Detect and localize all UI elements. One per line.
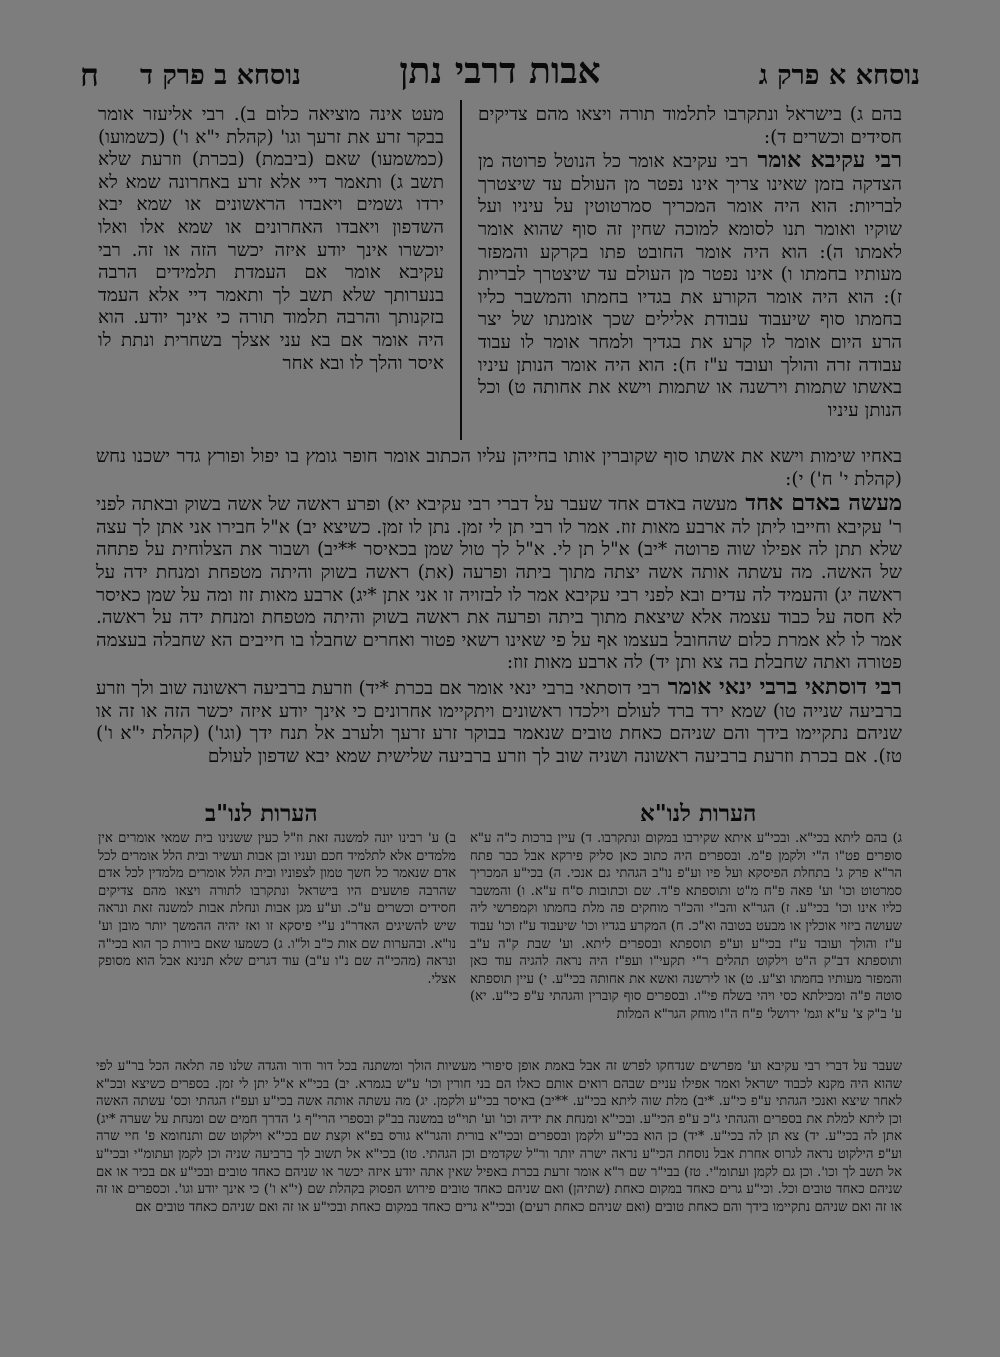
version-a-paragraph: בהם ג) בישראל ונתקרבו לתלמוד תורה ויצאו מהם צדיקים חסידים וכשרים ד): <box>478 104 902 148</box>
notes-b-title: הערות לנו"ב <box>205 800 318 827</box>
notes-b-text: ב) ע' רבינו יונה למשנה זאת וז"ל כעין ששנינו בית שמאי אומרים אין מלמדים אלא לתלמיד חכם ועניו ובן אבות ועשיר ובית הלל אומרים לכל אדם שנאמר כל חשך טמון לצפוניו ובית הלל אומרים מלמדין לכל אדם שהרבה פושעים היו בישראל ונתקרבו לתורה ויצאו מהם צדיקים חסידים וכשרים ע"כ. וע"ע מגן אבות ונחלת אבות למשנה זאת ונראה שיש להשיגים האדר"נ ע"י פיסקא זו ואז יהיה ההמשך יותר מובן וע' נו"א. ובהערות שם אות כ"ב ול"ו. ג) כשמעו שאם ביורת כך הוא בכי"ה ונראה (מהכי"ה שם נ"ו ע"ב) עוד דגרים שלא תנינא אבל הוא מסופק אצלי. <box>98 831 456 987</box>
version-a-column <box>478 104 902 422</box>
version-b-paragraph: מעט אינה מוציאה כלום ב). רבי אליעזר אומר בבקר זרע את זרעך וגו' (קהלת י"א ו') (כשמועו) (כמשמעו) שאם (ביבמת) (בכרת) וזרעת שלא תשב ג) ותאמר דיי אלא זרע באחרונה שמא לא ירדו גשמים ויאבדו הראשונים או שמא יבא השדפון ויאבדו האחרונים או שמא אלו ואלו יוכשרו אינך יודע איזה יכשר הזה או זה. רבי עקיבא אומר אם העמדת תלמידים הרבה בנערותך שלא תשב לך ותאמר דיי אלא העמד בזקנותך והרבה תלמוד תורה כי אינך יודע. הוא היה אומר אם בא עני אצלך בשחרית ונתת לו איסר והלך לו ובא אחר <box>98 104 444 374</box>
column-divider <box>460 100 462 440</box>
version-a-paragraph: רבי עקיבא אומר רבי עקיבא אומר כל הנוטל פרוטה מן הצדקה בזמן שאינו צריך אינו נפטר מן העולם עד שיצטרך לבריות: הוא היה אומר המכריך סמרטוטין על עיניו ועל שוקיו ואומר תנו לסומא למוכה שחין זה סוף שהוא אומר לאמתו ה): הוא היה אומר החובט פתו בקרקע והמפזר מעותיו בחמתו ו) אינו נפטר מן העולם עד שיצטרך לבריות ז): הוא היה אומר הקורע את בגדיו בחמתו והמשבר כליו בחמתו סוף שיעבוד עבודת אלילים שכך אומנתו של יצר הרע היום אומר לו קרע את בגדיך ולמחר אומר לו עבוד עבודה זרה והולך ועובד ע"ז ח): הוא היה אומר הנותן עיניו באשתו שתמות וירשנה או שתמות וישא את אחותה ט) וכל הנותן עיניו <box>478 147 902 421</box>
notes-a-title: הערות לנו"א <box>640 800 757 827</box>
version-a-continuation <box>96 446 902 769</box>
version-b-column <box>98 104 444 375</box>
header-version-b: נוסחא ב פרק ד <box>140 60 301 91</box>
page-header <box>80 50 920 100</box>
main-paragraph: באחיו שימות וישא את אשתו סוף שקוברין אותו בחייהן עליו הכתוב אומר חופר גומץ בו יפול ופורץ גדר ישכנו נחש (קהלת י' ח') י): <box>96 446 902 490</box>
header-version-a: נוסחא א פרק ג <box>758 60 920 91</box>
page-number: ח <box>80 56 99 94</box>
footnotes-continuation: שעבר על דברי רבי עקיבא וע' מפרשים שנדחקו לפרש זה אבל באמת אופן סיפורי מעשיות הולך ומשתנה בכל דור ודור והגדה שלנו פה תלאה הכל בר"ע לפי שהוא היה מקנא לכבוד ישראל ואמר אפילו עניים שבהם רואים אותם כאלו הם בני חורין וכו' ע"ש בגמרא. יב) בכי"א א"ל יתן לי זמן. בספרים כשיצא ובכ"א לאחר שיצא ואנכי הגהתי ע"פ כי"ע. *יב) מלת שוה ליתא בכי"ע. **יב) באיסר בכי"ע ולקמן. יג) מה עשתה אותה אשה בכי"ע ועפ"ז הגהתי וכס' עשתה האשה וכן ליתא למלת את בספרים והגהתי ג"כ ע"פ הכי"ע. ובכי"א ומנחת את ידיה וכו' וע' תוי"ט במשנה בב"ק ובספרי הרי"ף ג' הדרך חמים שם ומנחת על שערה *יג) אתן לה בכי"ע. יד) צא תן לה בכי"ע. *יד) כן הוא בכי"ע ולקמן ובספרים ובכי"א בורית והגר"א גורס בפ"א וקצת שם בכי"א וילקוט שם ותנחומא פ' חיי שרה וע"פ הילקוט נראה לגרוס אחרת אבל נוסחת הכי"ע נראה ישרה יותר ור"ל שקדמים וכן הגהתי. טו) בכי"א אל תשוב לך ברביעה שניה וכן לקמן ועתומ"י ובכי"ע אל תשב לך וכו'. וכן גם לקמן ועתומ"י. טז) בבי"ר שם ר"א אומר זרעת בכרת באפיל שאין אתה יודע איזה יכשר או שניהם כאחד טובים ובכי"ע אם בכיר או אם שניהם כאחד טובים וכל. וכי"ע גרים כאחד במקום כאחת (שתיהן) ואם שניהם כאחד טובים פירוש הפסוק בקהלת שם (י"א ו') כי אינך יודע וגו'. וכספרים או זה או זה ואם שניהם נתקיימו בידך והם כאחת טובים (ואם שניהם כאחת רעים) ובכי"א גרים כאחד במקום כאחת ובכי"ע או זה ואם שניהם כאחד טובים אם <box>96 1059 903 1215</box>
notes-a-text: ג) בהם ליתא בכי"א. ובכי"ע איתא שקירבו במקום ונתקרבו. ד) עיין ברכות כ"ה ע"א סופרים פט"ו ה"י ולקמן פ"מ. ובספרים היה כתוב כאן סליק פירקא אבל כבר פתח הר"א פרק ג' בתחלת הפיסקא ועל פיו וע"פ נו"ב הגהתי גם אנכי. ה) בכי"ע המכריך סמרטוט וכו' וע' פאה פ"ח מ"ט ותוספתא פ"ד. שם וכתובות ס"ח ע"א. ו) והמשבר כליו אינו וכו' בכי"ע. ז) הגר"א והב"י והכ"ר מוחקים פה מלת בחמתו וקמפרשי ליה שעושה ביזוי אוכלין או מבעט בטובה וא"כ. ח) המקרע בגדיו וכו' שיעבוד ע"ז וכו' עבוד ע"ז והולך ועובד ע"ז בכי"ע וע"פ תוספתא ובספרים ליתא. וע' שבת ק"ה ע"ב ותוספתא דב"ק ה"ט וילקוט תהלים ר"י תקעי"ו ועפ"ז היה נראה להגיה עוד כאן והמפזר מעותיו בחמתו וצ"ע. ט) או לירשנה ואשא את אחותה בכי"ע. י) עיין תוספתא סוטה פ"ה ומכילתא כסי ויהי בשלח פי"ו. ובספרים סוף קוברין והגהתי ע"פ כי"ע. יא) ע' ב"ק צ' ע"א וגמ' ירושל' פ"ח ה"ו מוחק הגר"א המלות <box>470 831 902 1022</box>
main-paragraph: רבי דוסתאי ברבי ינאי אומר רבי דוסתאי ברבי ינאי אומר אם בכרת *יד) וזרעת ברביעה ראשונה שוב ולך וזרע ברביעה שנייה טו) שמא ירד ברד לעולם וילכדו ראשונים ויתקיימו אחרונים כי אינך יודע איזה יכשר הזה או זה או שניהם נתקיימו בידך והם שניהם כאחת טובים שנאמר בבוקר זרע זרעך ולערב אל תנח ידך (וגו') (קהלת י"א ו') טז). אם בכרת וזרעת ברביעה ראשונה ושניה שוב לך וזרע ברביעה שלישית שמא יבא שדפון לעולם <box>96 673 902 767</box>
main-paragraph: מעשה באדם אחד מעשה באדם אחד שעבר על דברי רבי עקיבא יא) ופרע ראשה של אשה בשוק ובאתה לפני ר' עקיבא וחייבו ליתן לה ארבע מאות זוז. אמר לו רבי תן לי זמן. נתן לו זמן. כשיצא יב) א"ל חבירו אני אתן לך עצה שלא תתן לה אפילו שוה פרוטה *יב) א"ל תן לי. א"ל לך טול שמן בכאיסר **יב) ושבור את הצלוחית על פתחה של האשה. מה עשתה אותה אשה יצתה מתוך ביתה ופרעה (את) ראשה בשוק והיתה מטפחת ומנחת ידה על ראשה יג) והעמיד לה עדים ובא לפני רבי עקיבא אמר לו לבזויה זו אני אתן *יג) ארבע מאות זוז ומה על שמן כאיסר לא חסה על כבוד עצמה אלא שיצאת מתוך ביתה ופרעה את ראשה בשוק והיתה מטפחת ומנחת ידה על ראשה. אמר לו לא אמרת כלום שהחובל בעצמו אף על פי שאינו רשאי פטור ואחרים שחבלו בו חייבים הא שחבלה בעצמה פטורה ואתה שחבלת בה צא ותן יד) לה ארבע מאות זוז: <box>96 490 903 674</box>
header-book-title: אבות דרבי נתן <box>399 50 601 92</box>
